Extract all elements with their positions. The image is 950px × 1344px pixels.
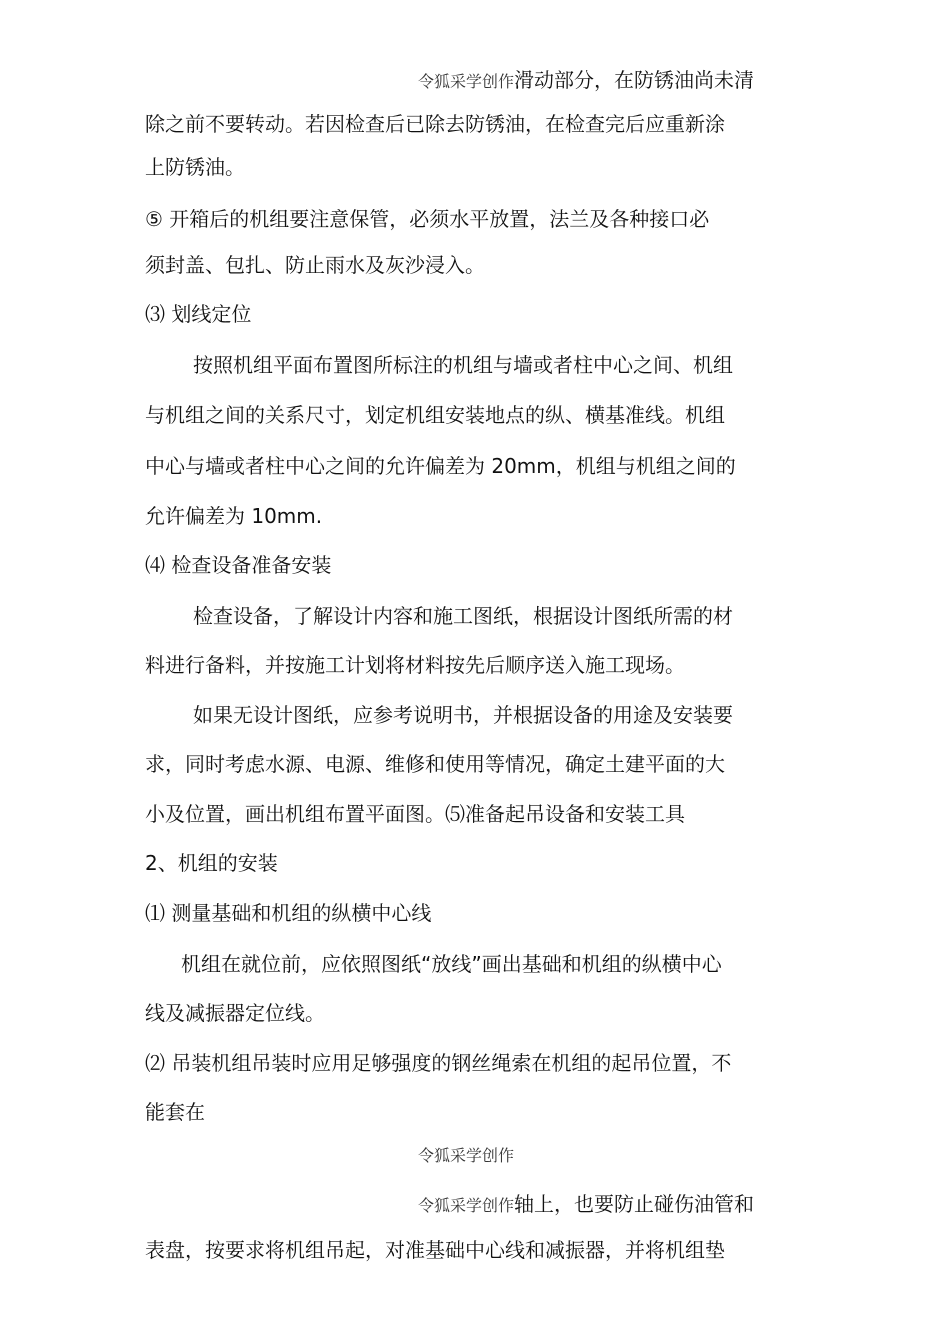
watermark-text: 令狐采学创作 [418,1196,515,1215]
text-line: 料进行备料，并按施工计划将材料按先后顺序送入施工现场。 [145,653,685,677]
paragraph-start: 机组在就位前，应依照图纸“放线”画出基础和机组的纵横中心 [181,952,722,976]
text-line: 线及减振器定位线。 [145,1001,325,1025]
text-line: 小及位置，画出机组布置平面图。⑸准备起吊设备和安装工具 [145,802,685,826]
section-heading: ⑵ 吊装机组吊装时应用足够强度的钢丝绳索在机组的起吊位置，不 [145,1051,732,1075]
text-line: 除之前不要转动。若因检查后已除去防锈油，在检查完后应重新涂 [145,112,725,136]
text-line: 与机组之间的关系尺寸，划定机组安装地点的纵、横基准线。机组 [145,403,725,427]
text-line [418,1190,754,1220]
paragraph-start: 按照机组平面布置图所标注的机组与墙或者柱中心之间、机组 [193,353,733,377]
paragraph-start: 检查设备，了解设计内容和施工图纸，根据设计图纸所需的材 [193,604,733,628]
section-heading: ⑴ 测量基础和机组的纵横中心线 [145,901,432,925]
footer-watermark: 令狐采学创作 [418,1146,515,1165]
text-line: 表盘，按要求将机组吊起，对准基础中心线和减振器，并将机组垫 [145,1238,725,1262]
line-text: 轴上，也要防止碰伤油管和 [514,1192,755,1216]
text-line [418,66,754,96]
section-heading: ⑶ 划线定位 [145,302,252,326]
list-item-5: ⑤ 开箱后的机组要注意保管，必须水平放置，法兰及各种接口必 [145,207,710,231]
text-line: 能套在 [145,1100,205,1124]
paragraph-start: 如果无设计图纸，应参考说明书，并根据设备的用途及安装要 [193,703,733,727]
text-line: 须封盖、包扎、防止雨水及灰沙浸入。 [145,253,485,277]
watermark-text: 令狐采学创作 [418,72,515,91]
line-text: 滑动部分，在防锈油尚未清 [514,68,755,92]
text-line: 允许偏差为 10mm. [145,504,323,528]
section-heading: ⑷ 检查设备准备安装 [145,553,332,577]
section-heading: 2、机组的安装 [145,851,278,875]
text-line: 中心与墙或者柱中心之间的允许偏差为 20mm，机组与机组之间的 [145,454,736,478]
text-line: 上防锈油。 [145,155,245,179]
text-line: 求，同时考虑水源、电源、维修和使用等情况，确定土建平面的大 [145,752,725,776]
